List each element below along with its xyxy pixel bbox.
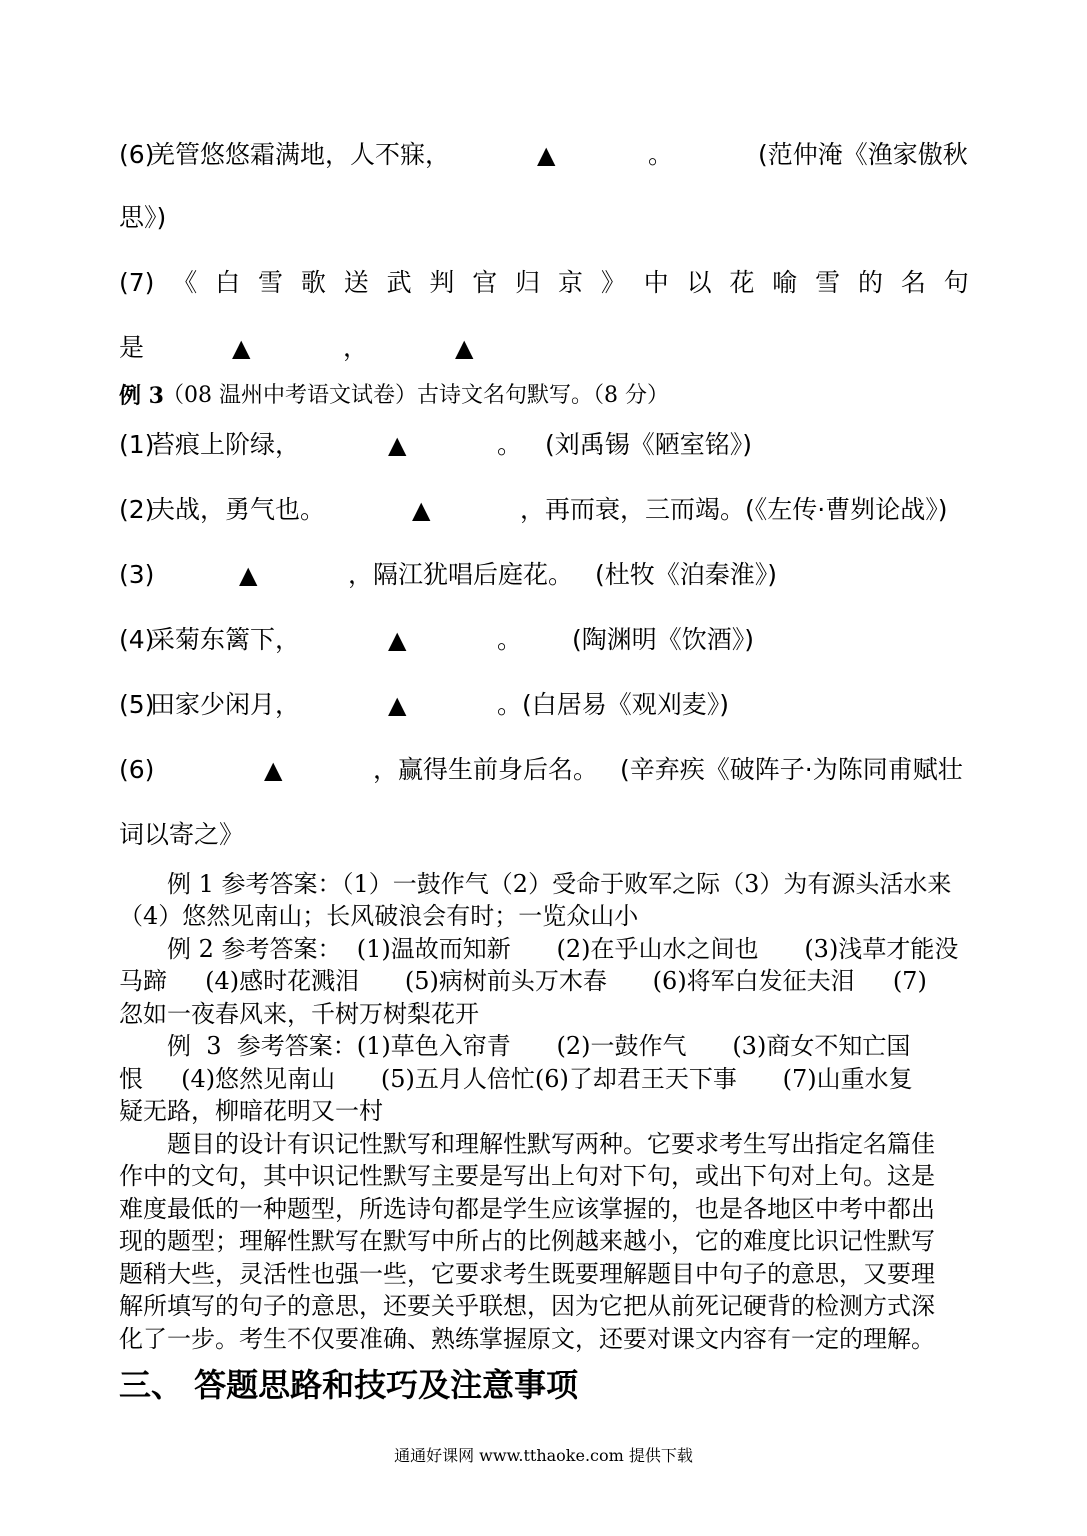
poem-line-text: 采菊东篱下， [150,625,301,654]
punctuation: 。 [497,430,523,459]
example-title: （08 温州中考语文试卷）古诗文名句默写。（8 分） [162,383,669,408]
answer-2-line1: 例 2 参考答案： (1)温故而知新 (2)在乎山水之间也 (3)浅草才能没 [167,935,959,963]
poem-line-text: 苔痕上阶绿， [150,430,301,459]
source-citation: (辛弃疾《破阵子·为陈同甫赋壮 [620,755,963,784]
source-citation: (杜牧《泊秦淮》) [595,560,778,589]
char: 》 [600,268,626,297]
source-citation: (范仲淹《渔家傲秋 [758,140,968,169]
char: 以 [686,268,712,297]
paragraph-line: 题稍大些，灵活性也强一些，它要求考生既要理解题目中句子的意思，又要理 [119,1260,935,1288]
blank-marker: ▲ [388,626,407,654]
char: 的 [858,268,884,297]
poem-line-text: ，赢得生前身后名。 [373,755,599,784]
punctuation: 。 [648,140,674,169]
answer-1-line2: （4）悠然见南山；长风破浪会有时；一览众山小 [119,902,639,930]
item-number: (6) [119,140,155,169]
blank-marker: ▲ [412,496,431,524]
char: 歌 [300,268,326,297]
source-citation: (刘禹锡《陋室铭》) [545,430,753,459]
item-7-word: 是 [119,333,145,362]
char: 京 [558,268,584,297]
paragraph-line: 化了一步。考生不仅要准确、熟练掌握原文，还要对课文内容有一定的理解。 [119,1325,935,1353]
answer-2-line3: 忽如一夜春风来，千树万树梨花开 [119,1000,479,1028]
page-footer: 通通好课网 www.tthaoke.com 提供下载 [394,1446,693,1465]
blank-marker: ▲ [232,334,251,362]
paragraph-line: 题目的设计有识记性默写和理解性默写两种。它要求考生写出指定名篇佳 [167,1130,935,1158]
example-label: 例 3 [119,383,164,409]
char: 中 [643,268,669,297]
char: 官 [472,268,498,297]
poem-line-text: 夫战，勇气也。 [150,495,326,524]
punctuation: ， [343,333,369,362]
char: 归 [515,268,541,297]
char: 花 [729,268,755,297]
blank-marker: ▲ [239,561,258,589]
paragraph-line: 作中的文句，其中识记性默写主要是写出上句对下句，或出下句对上句。这是 [119,1162,935,1190]
char: (7) [119,268,155,297]
char: 雪 [257,268,283,297]
item-number: (2) [119,495,155,524]
blank-marker: ▲ [455,334,474,362]
poem-line-text: ，隔江犹唱后庭花。 [348,560,574,589]
answer-1-line1: 例 1 参考答案：（1）一鼓作气（2）受命于败军之际（3）为有源头活水来 [167,870,952,898]
answer-2-line2: 马蹄 (4)感时花溅泪 (5)病树前头万木春 (6)将军白发征夫泪 (7) [119,967,927,995]
item-number: (3) [119,560,155,589]
blank-marker: ▲ [264,756,283,784]
char: 喻 [772,268,798,297]
paragraph-line: 现的题型；理解性默写在默写中所占的比例越来越小，它的难度比识记性默写 [119,1227,935,1255]
poem-line-text: ，再而衰，三而竭。(《左传·曹刿论战》) [520,495,948,524]
poem-line-text: 。(白居易《观刈麦》) [497,690,730,719]
punctuation: 。 [497,625,523,654]
char: 判 [429,268,455,297]
paragraph-line: 解所填写的句子的意思，还要关乎联想，因为它把从前死记硬背的检测方式深 [119,1292,935,1320]
poem-line-text: 羌管悠悠霜满地，人不寐， [150,140,451,169]
char: 雪 [815,268,841,297]
blank-marker: ▲ [388,431,407,459]
char: 白 [215,268,241,297]
paragraph-line: 难度最低的一种题型，所选诗句都是学生应该掌握的，也是各地区中考中都出 [119,1195,935,1223]
item-number: (5) [119,690,155,719]
item-number: (4) [119,625,155,654]
char: 送 [343,268,369,297]
item-number: (6) [119,755,155,784]
item-number: (1) [119,430,155,459]
source-citation: (陶渊明《饮酒》) [572,625,755,654]
char: 武 [386,268,412,297]
poem-line-text: 田家少闲月， [150,690,301,719]
char: 名 [900,268,926,297]
answer-3-line2: 恨 (4)悠然见南山 (5)五月人倍忙(6)了却君王天下事 (7)山重水复 [119,1065,913,1093]
blank-marker: ▲ [388,691,407,719]
answer-3-line3: 疑无路，柳暗花明又一村 [119,1097,383,1125]
source-citation-cont: 思》) [119,203,167,232]
section-heading: 三、 答题思路和技巧及注意事项 [119,1366,579,1404]
char: 句 [943,268,969,297]
item-7-line [119,268,969,298]
blank-marker: ▲ [537,141,556,169]
char: 《 [172,268,198,297]
answer-3-line1: 例 3 参考答案：(1)草色入帘青 (2)一鼓作气 (3)商女不知亡国 [167,1032,911,1060]
source-citation-cont: 词以寄之》 [119,820,245,849]
